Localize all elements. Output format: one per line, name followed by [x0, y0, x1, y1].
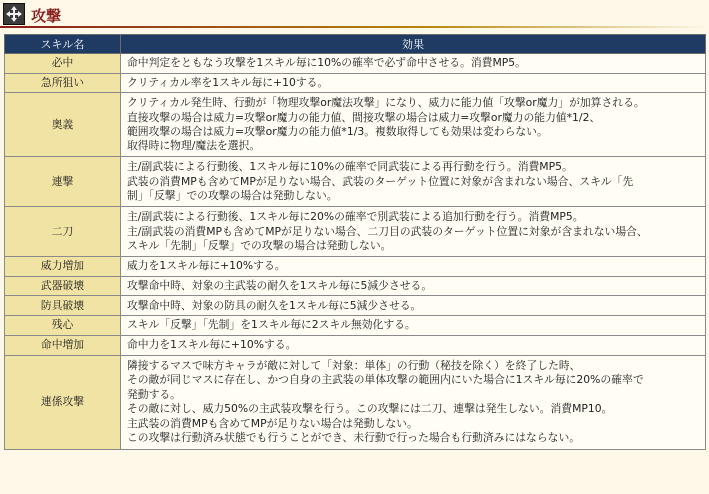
- skill-effect-cell: [121, 257, 706, 276]
- skill-effect-cell: [121, 296, 706, 316]
- section-header: [0, 0, 709, 30]
- effect-line: その敵が同じマスに存在し、かつ自身の主武装の単体攻撃の範囲内にいた場合に1スキル毎に20%の確率で: [127, 373, 644, 387]
- skill-effect-cell: [121, 93, 706, 157]
- title-divider: [0, 26, 709, 28]
- effect-line: 直接攻撃の場合は威力=攻撃or魔力の能力値、間接攻撃の場合は威力=攻撃or魔力の能力値*1/2、: [127, 110, 601, 124]
- table-row: [5, 157, 706, 207]
- table-row: [5, 257, 706, 276]
- table-row: [5, 335, 706, 355]
- skill-name-cell: 急所狙い: [5, 74, 121, 93]
- skills-table: [4, 34, 706, 450]
- skill-effect-cell: [121, 207, 706, 257]
- effect-line: クリティカル率を1スキル毎に+10する。: [127, 76, 329, 89]
- skill-name-cell: 必中: [5, 54, 121, 74]
- effect-line: 範囲攻撃の場合は威力=攻撃or魔力の能力値*1/3。複数取得しても効果は変わらない。: [127, 124, 548, 138]
- column-header-effect: 効果: [121, 35, 706, 54]
- table-row: [5, 276, 706, 295]
- section-title: 攻撃: [31, 7, 62, 25]
- table-row: [5, 207, 706, 257]
- effect-line: 主/副武装による行動後、1スキル毎に20%の確率で別武装による追加行動を行う。消費MP5。: [127, 210, 584, 224]
- skill-effect-cell: [121, 355, 706, 449]
- effect-line: 主武装の消費MPも含めてMPが足りない場合は発動しない。: [127, 416, 418, 430]
- effect-line: 制」「反撃」での攻撃の場合は発動しない。: [127, 189, 338, 203]
- effect-line: その敵に対し、威力50%の主武装攻撃を行う。この攻撃には二刀、連撃は発生しない。消費MP10。: [127, 402, 613, 416]
- skill-effect-cell: [121, 74, 706, 93]
- table-row: [5, 296, 706, 316]
- table-row: [5, 54, 706, 74]
- skill-effect-cell: [121, 276, 706, 295]
- effect-line: この攻撃は行動済み状態でも行うことができ、未行動で行った場合も行動済みにはならない。: [127, 430, 581, 444]
- effect-line: 主/副武装による行動後、1スキル毎に10%の確率で同武装による再行動を行う。消費MP5。: [127, 160, 573, 174]
- table-row: [5, 93, 706, 157]
- move-cross-icon: [3, 3, 25, 25]
- skill-effect-cell: [121, 316, 706, 335]
- effect-line: 命中力を1スキル毎に+10%する。: [127, 337, 297, 351]
- skill-name-cell: 威力増加: [5, 257, 121, 276]
- effect-line: スキル「反撃」「先制」を1スキル毎に2スキル無効化する。: [127, 318, 416, 332]
- effect-line: 威力を1スキル毎に+10%する。: [127, 259, 286, 273]
- skill-effect-cell: [121, 157, 706, 207]
- skill-effect-cell: [121, 54, 706, 74]
- skill-name-cell: 二刀: [5, 207, 121, 257]
- table-row: [5, 74, 706, 93]
- effect-line: 発動する。: [127, 387, 181, 401]
- effect-line: 武装の消費MPも含めてMPが足りない場合、武装のターゲット位置に対象が含まれない場合、スキル「先: [127, 174, 634, 188]
- effect-line: 隣接するマスで味方キャラが敵に対して「対象：単体」の行動（秘技を除く）を終了した時、: [127, 358, 581, 372]
- skill-name-cell: 連撃: [5, 157, 121, 207]
- skill-name-cell: 命中増加: [5, 335, 121, 355]
- column-header-skill-name: スキル名: [5, 35, 121, 54]
- effect-line: 命中判定をともなう攻撃を1スキル毎に10%の確率で必ず命中させる。消費MP5。: [127, 56, 526, 70]
- table-header-row: [5, 35, 706, 54]
- effect-line: スキル「先制」「反撃」での攻撃の場合は発動しない。: [127, 239, 392, 253]
- effect-line: 攻撃命中時、対象の防具の耐久を1スキル毎に5減少させる。: [127, 298, 422, 312]
- table-row: [5, 355, 706, 449]
- skill-name-cell: 武器破壊: [5, 276, 121, 295]
- skill-name-cell: 残心: [5, 316, 121, 335]
- effect-line: 攻撃命中時、対象の主武装の耐久を1スキル毎に5減少させる。: [127, 278, 433, 292]
- effect-line: 取得時に物理/魔法を選択。: [127, 139, 261, 153]
- skill-effect-cell: [121, 335, 706, 355]
- effect-line: クリティカル発生時、行動が「物理攻撃or魔法攻撃」になり、威力に能力値「攻撃or魔力」が加算される。: [127, 96, 645, 110]
- skill-name-cell: 防具破壊: [5, 296, 121, 316]
- effect-line: 主/副武装の消費MPも含めてMPが足りない場合、二刀目の武装のターゲット位置に対象が含まれない場合、: [127, 224, 648, 238]
- table-row: [5, 316, 706, 335]
- skill-name-cell: 奥義: [5, 93, 121, 157]
- skill-name-cell: 連係攻撃: [5, 355, 121, 449]
